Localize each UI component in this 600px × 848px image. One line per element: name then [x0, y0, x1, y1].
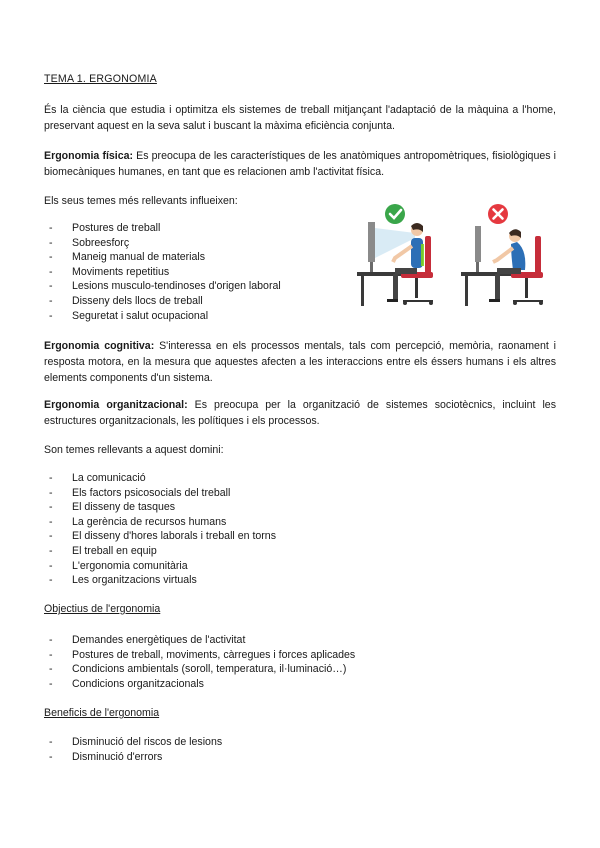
beneficis-heading: Beneficis de l'ergonomia [44, 707, 160, 719]
org-list-intro: Son temes rellevants a aquest domini: [44, 444, 224, 456]
posture-illustration [355, 200, 555, 308]
correct-posture-figure [357, 204, 433, 306]
list-item: - Disminució d'errors [44, 750, 222, 765]
organitzacional-label: Ergonomia organitzacional: [44, 399, 188, 411]
organitzacional-text: Es preocupa per la organització de sistemes sociotècnics, incluint les estructures organitzacionals, les polítiques i els processos. [44, 399, 556, 427]
fisica-list-intro: Els seus temes més rellevants influeixen: [44, 195, 238, 207]
organitzacional-paragraph [44, 397, 556, 429]
list-item: - Maneig manual de materials [44, 250, 281, 265]
incorrect-posture-figure [461, 204, 543, 306]
list-item: - Moviments repetitius [44, 265, 281, 280]
list-item: - Demandes energètiques de l'activitat [44, 633, 355, 648]
cognitiva-text: S'interessa en els processos mentals, tals com percepció, memòria, raonament i resposta motora, en la mesura que aquestes afecten a les interaccions entre els éssers humans i els altres elements components d'un sistema. [44, 340, 556, 384]
beneficis-list [44, 735, 222, 764]
org-list [44, 471, 276, 588]
cognitiva-label: Ergonomia cognitiva: [44, 340, 155, 352]
list-item: - Seguretat i salut ocupacional [44, 309, 281, 324]
list-item: - El treball en equip [44, 544, 276, 559]
list-item: - Les organitzacions virtuals [44, 573, 276, 588]
fisica-label: Ergonomia física: [44, 150, 134, 162]
list-item: - Disminució del riscos de lesions [44, 735, 222, 750]
list-item: - Condicions organitzacionals [44, 677, 355, 692]
fisica-list [44, 221, 281, 323]
list-item: - Disseny dels llocs de treball [44, 294, 281, 309]
list-item: - El disseny de tasques [44, 500, 276, 515]
list-item: - Sobreesforç [44, 236, 281, 251]
check-circle-icon [385, 204, 405, 224]
objectius-list [44, 633, 355, 691]
list-item: - Postures de treball, moviments, càrregues i forces aplicades [44, 648, 355, 663]
list-item: - La comunicació [44, 471, 276, 486]
list-item: - Condicions ambientals (soroll, temperatura, il·luminació…) [44, 662, 355, 677]
list-item: - Lesions musculo-tendinoses d'origen laboral [44, 279, 281, 294]
list-item: - Postures de treball [44, 221, 281, 236]
objectius-heading: Objectius de l'ergonomia [44, 603, 161, 615]
fisica-text: Es preocupa de les característiques de les anatòmiques antropomètriques, fisiològiques i biomecàniques humanes, en tant que es relacionen amb l'activitat física. [44, 150, 556, 178]
cognitiva-paragraph [44, 338, 556, 386]
fisica-paragraph [44, 148, 556, 180]
list-item: - Els factors psicosocials del treball [44, 486, 276, 501]
list-item: - L'ergonomia comunitària [44, 559, 276, 574]
page-title: TEMA 1. ERGONOMIA [44, 73, 157, 85]
intro-paragraph: És la ciència que estudia i optimitza els sistemes de treball mitjançant l'adaptació de la màquina a l'home, preservant aquest en la seva salut i buscant la màxima eficiència conjunta. [44, 104, 556, 132]
list-item: - El disseny d'hores laborals i treball en torns [44, 529, 276, 544]
list-item: - La gerència de recursos humans [44, 515, 276, 530]
